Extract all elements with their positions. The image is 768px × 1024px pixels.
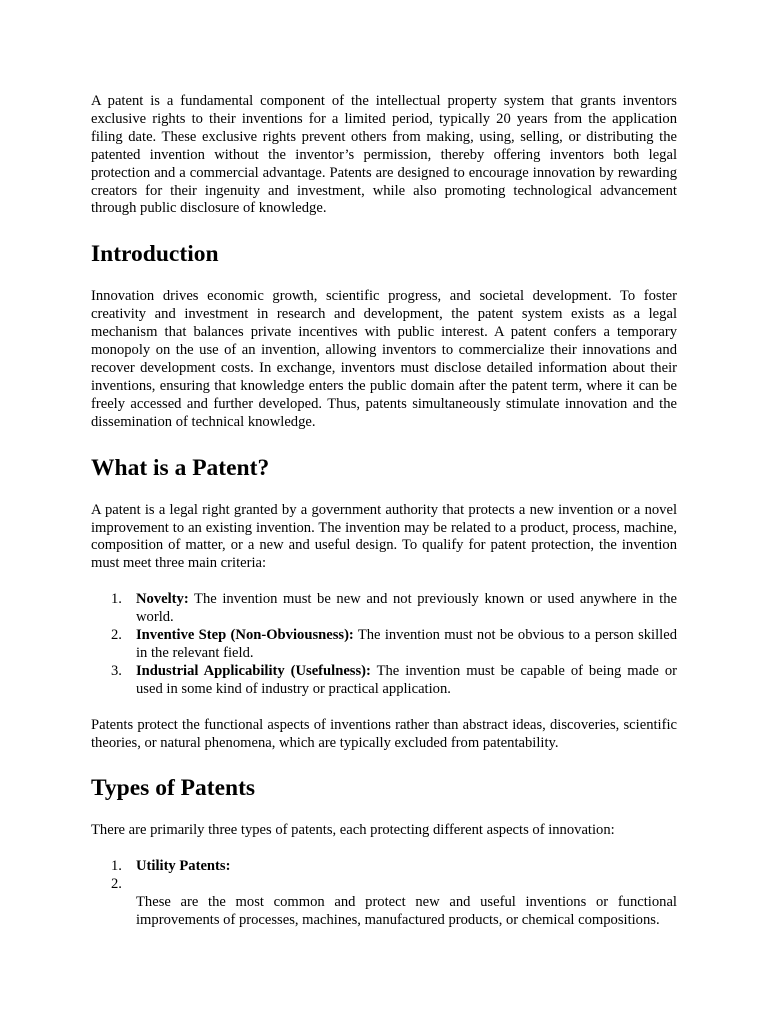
type-term: Utility Patents: xyxy=(136,858,231,875)
criteria-text: The invention must be capable of being made or used in some kind of industry or practical application. xyxy=(136,662,677,697)
criteria-list xyxy=(91,591,677,698)
utility-description: These are the most common and protect new and useful inventions or functional improvements of processes, machines, manufactured products, or chemical compositions. xyxy=(136,894,677,929)
list-number: 2. xyxy=(111,627,122,644)
list-item xyxy=(91,858,677,876)
list-number: 1. xyxy=(111,591,122,608)
heading-introduction: Introduction xyxy=(91,241,219,268)
what-is-paragraph: A patent is a legal right granted by a government authority that protects a new invention or a novel improvement to an existing invention. The invention may be related to a product, process, machine, composition of matter, or a new and useful design. To qualify for patent protection, the invention must meet three main criteria: xyxy=(91,501,677,572)
criteria-text: The invention must not be obvious to a person skilled in the relevant field. xyxy=(136,627,677,661)
list-item xyxy=(91,591,677,627)
what-is-closing-paragraph: Patents protect the functional aspects of inventions rather than abstract ideas, discoveries, scientific theories, or natural phenomena, which are typically excluded from patentability. xyxy=(91,716,677,751)
types-list xyxy=(91,858,677,930)
intro-paragraph: A patent is a fundamental component of the intellectual property system that grants inventors exclusive rights to their inventions for a limited period, typically 20 years from the application filing date. These exclusive rights prevent others from making, using, selling, or distributing the patented invention without the inventor’s permission, thereby offering inventors both legal protection and a commercial advantage. Patents are designed to encourage innovation by rewarding creators for their ingenuity and investment, while also promoting technological advancement through public disclosure of knowledge. xyxy=(91,93,677,217)
list-number: 1. xyxy=(111,858,122,875)
criteria-term: Novelty: xyxy=(136,591,189,608)
heading-what-is-a-patent: What is a Patent? xyxy=(91,454,270,481)
criteria-term: Inventive Step (Non-Obviousness): xyxy=(136,627,354,644)
list-number: 3. xyxy=(111,662,122,679)
types-paragraph: There are primarily three types of patents, each protecting different aspects of innovation: xyxy=(91,822,615,839)
list-number: 2. xyxy=(111,876,122,893)
list-item xyxy=(91,663,677,699)
list-item xyxy=(91,627,677,663)
criteria-term: Industrial Applicability (Usefulness): xyxy=(136,662,371,679)
criteria-text: The invention must be new and not previously known or used anywhere in the world. xyxy=(136,591,677,626)
document-page xyxy=(91,93,677,930)
heading-types-of-patents: Types of Patents xyxy=(91,775,256,802)
introduction-paragraph: Innovation drives economic growth, scientific progress, and societal development. To foster creativity and investment in research and development, the patent system exists as a legal mechanism that balances private incentives with public interest. A patent confers a temporary monopoly on the use of an invention, allowing inventors to commercialize their innovations and recover development costs. In exchange, inventors must disclose detailed information about their inventions, ensuring that knowledge enters the public domain after the patent term, where it can be freely accessed and further developed. Thus, patents simultaneously stimulate innovation and the dissemination of technical knowledge. xyxy=(91,288,677,430)
list-item xyxy=(91,876,677,930)
